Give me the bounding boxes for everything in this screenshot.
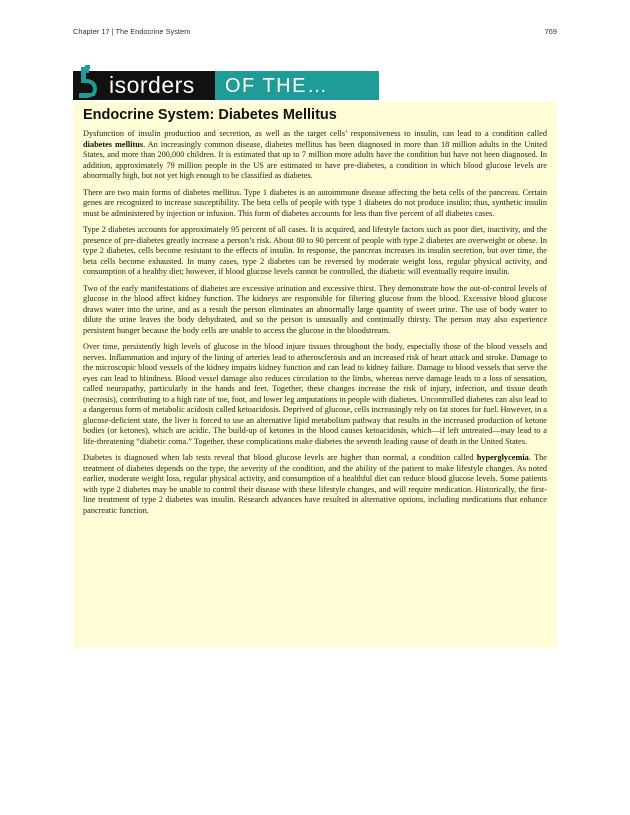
- paragraph-text: . The treatment of diabetes depends on the type, the severity of the condition, and the ability of the patient to make lifestyle changes. As noted earlier, moderate weight loss, regular physical activity, and consumption of a healthful diet can reduce blood glucose levels. Some patients with type 2 diabetes may be unable to control their disease with these lifestyle changes, and will require medication. Historically, the first-line treatment of type 2 diabetes was insulin. Research advances have resulted in alternative options, including medications that enhance pancreatic function.: [83, 453, 547, 515]
- paragraph-5: Over time, persistently high levels of glucose in the blood injure tissues throughout the body, especially those of the blood vessels and nerves. Inflammation and injury of the lining of arteries lead to atherosclerosis and an increased risk of heart attack and stroke. Damage to the microscopic blood vessels of the kidney impairs kidney function and can lead to kidney failure. Damage to blood vessels that serve the eyes can lead to blindness. Blood vessel damage also reduces circulation to the limbs, whereas nerve damage leads to a loss of sensation, called neuropathy, particularly in the hands and feet. Together, these changes increase the risk of injury, infection, and tissue death (necrosis), contributing to a high rate of toe, foot, and lower leg amputations in people with diabetes. Uncontrolled diabetes can also lead to a dangerous form of metabolic acidosis called ketoacidosis. Deprived of glucose, cells increasingly rely on fat stores for fuel. However, in a glucose-deficient state, the liver is forced to use an alternative lipid metabolism pathway that results in the increased production of ketone bodies (or ketones), which are acidic. The build-up of ketones in the blood causes ketoacidosis, which—if left untreated—may lead to a life-threatening “diabetic coma.” Together, these complications make diabetes the seventh leading cause of death in the United States.: [83, 342, 547, 446]
- chapter-running-head: Chapter 17 | The Endocrine System: [73, 27, 191, 36]
- banner-title-word: isorders: [109, 72, 195, 98]
- feature-panel: [73, 102, 557, 648]
- disorders-banner: [73, 62, 379, 100]
- banner-of-the: OF THE…: [225, 75, 329, 97]
- key-term-hyperglycemia: hyperglycemia: [476, 453, 529, 462]
- page-number: 769: [544, 27, 557, 36]
- key-term-diabetes-mellitus: diabetes mellitus: [83, 139, 144, 149]
- paragraph-text: Dysfunction of insulin production and secretion, as well as the target cells’ responsiveness to insulin, can lead to a condition called: [83, 129, 547, 138]
- paragraph-6: [83, 453, 547, 516]
- paragraph-2: There are two main forms of diabetes mellitus. Type 1 diabetes is an autoimmune disease affecting the beta cells of the pancreas. Certain genes are recognized to increase susceptibility. The beta cells of people with type 1 diabetes do not produce insulin; thus, synthetic insulin must be administered by injection or infusion. This form of diabetes accounts for less than five percent of all diabetes cases.: [83, 187, 547, 218]
- paragraph-text: . An increasingly common disease, diabetes mellitus has been diagnosed in more than 18 million adults in the United States, and more than 200,000 children. It is estimated that up to 7 million more adults have the condition but have not been diagnosed. In addition, approximately 79 million people in the US are estimated to have pre-diabetes, a condition in which blood glucose levels are abnormally high, but not yet high enough to be classified as diabetes.: [83, 139, 547, 180]
- paragraph-text: Diabetes is diagnosed when lab tests reveal that blood glucose levels are higher than normal, a condition called: [83, 453, 477, 462]
- paragraph-4: Two of the early manifestations of diabetes are excessive urination and excessive thirst. They demonstrate how the out-of-control levels of glucose in the blood affect kidney function. The kidneys are responsible for filtering glucose from the blood. Excessive blood glucose draws water into the urine, and as a result the person eliminates an abnormally large quantity of sweet urine. The use of body water to dilute the urine leaves the body dehydrated, and so the person is unusually and continually thirsty. The person may also experience persistent hunger because the body cells are unable to access the glucose in the bloodstream.: [83, 283, 547, 335]
- paragraph-3: Type 2 diabetes accounts for approximately 95 percent of all cases. It is acquired, and lifestyle factors such as poor diet, inactivity, and the presence of pre-diabetes greatly increase a person’s risk. About 80 to 90 percent of people with type 2 diabetes are overweight or obese. In type 2 diabetes, cells become resistant to the effects of insulin. In response, the pancreas increases its insulin secretion, but over time, the beta cells become exhausted. In many cases, type 2 diabetes can be reversed by moderate weight loss, regular physical activity, and consumption of a healthy diet; however, if blood glucose levels cannot be controlled, the diabetic will eventually require insulin.: [83, 225, 547, 276]
- microscope-d-icon: [73, 62, 113, 100]
- paragraph-1: [83, 129, 547, 182]
- feature-title: Endocrine System: Diabetes Mellitus: [83, 107, 337, 123]
